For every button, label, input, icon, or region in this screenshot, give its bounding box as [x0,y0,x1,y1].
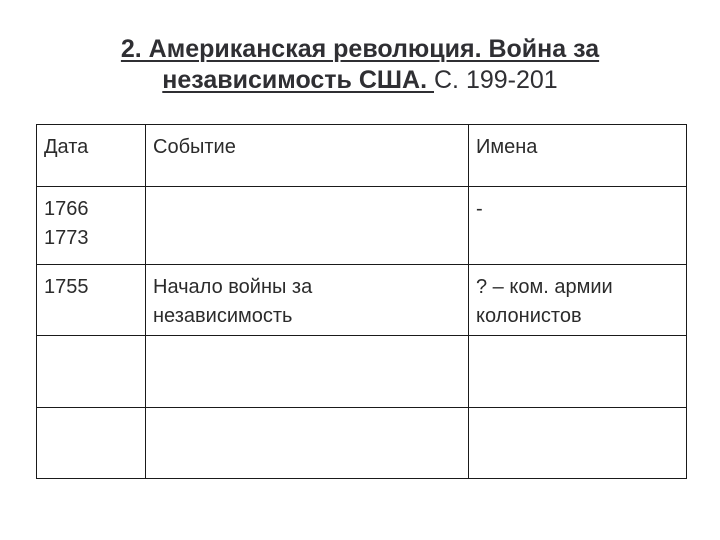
table-cell-date: 1755 [37,265,146,336]
title-page-reference: С. 199-201 [434,66,558,94]
title-line-2-text: независимость США. [162,66,434,94]
table-cell-event [146,187,469,265]
table-cell-names: ? – ком. армии колонистов [469,265,687,336]
header-cell-names: Имена [469,125,687,187]
header-row [37,125,687,187]
table-cell-names [469,336,687,408]
title-line-1 [0,34,720,65]
table-cell-date: 1766 1773 [37,187,146,265]
table-cell-date [37,408,146,479]
table-cell-event [146,408,469,479]
table-row [37,265,687,336]
table-row [37,336,687,408]
table-cell-names [469,408,687,479]
title-line-2 [0,65,720,96]
title-line-1-text: 2. Американская революция. Война за [120,35,600,63]
header-cell-event: Событие [146,125,469,187]
table-cell-event [146,336,469,408]
header-cell-date: Дата [37,125,146,187]
events-table [36,124,687,479]
table-cell-date [37,336,146,408]
table-cell-names: - [469,187,687,265]
table-row [37,408,687,479]
table-row [37,187,687,265]
table-cell-event: Начало войны за независимость [146,265,469,336]
slide-title [0,34,720,96]
